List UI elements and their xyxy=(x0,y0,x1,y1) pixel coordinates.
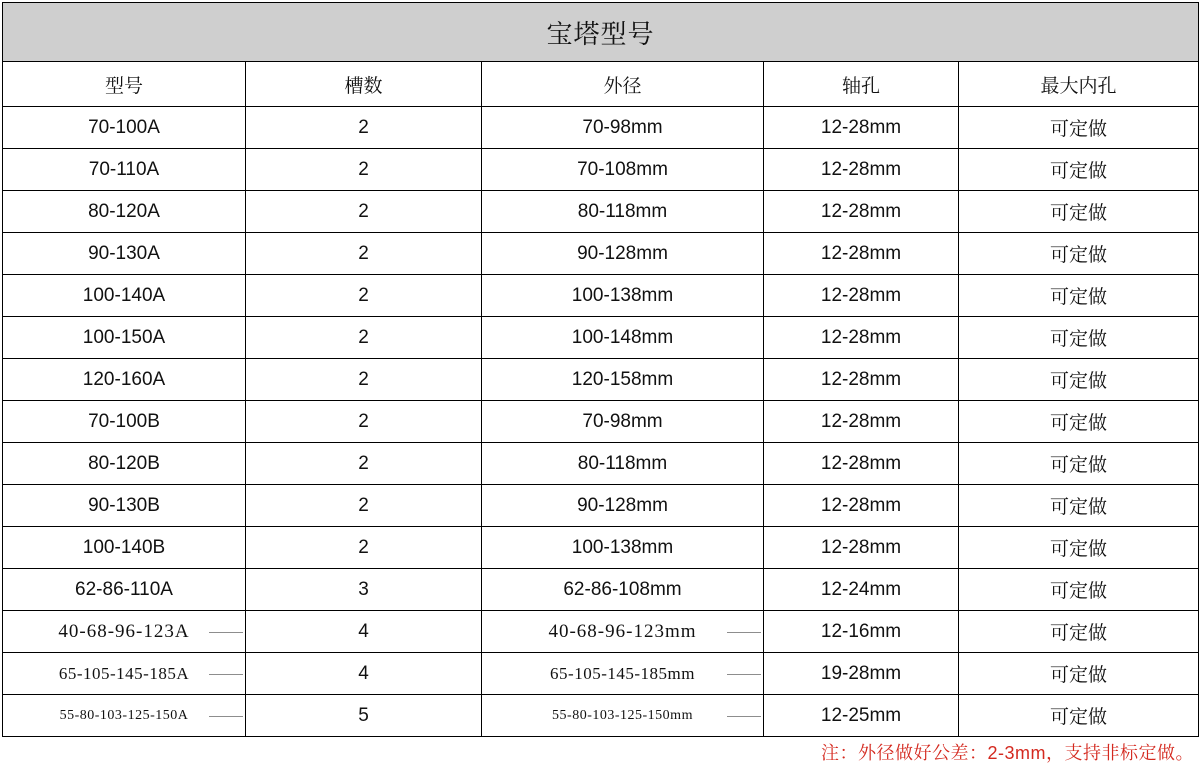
cell-max-inner-bore: 可定做 xyxy=(959,275,1199,317)
table-row xyxy=(3,233,1199,275)
cell-grooves: 2 xyxy=(246,233,482,275)
cell-outer-diameter: 120-158mm xyxy=(482,359,764,401)
table-title-row xyxy=(3,3,1199,62)
cell-outer-diameter: 55-80-103-125-150mm xyxy=(482,695,764,737)
cell-max-inner-bore: 可定做 xyxy=(959,653,1199,695)
cell-max-inner-bore: 可定做 xyxy=(959,359,1199,401)
table-row xyxy=(3,107,1199,149)
page-title: 宝塔型号 xyxy=(3,3,1199,62)
cell-outer-diameter: 80-118mm xyxy=(482,191,764,233)
cell-max-inner-bore: 可定做 xyxy=(959,611,1199,653)
cell-outer-diameter: 80-118mm xyxy=(482,443,764,485)
cell-max-inner-bore: 可定做 xyxy=(959,149,1199,191)
column-header-model: 型号 xyxy=(3,62,246,107)
cell-model: 80-120A xyxy=(3,191,246,233)
cell-model: 100-150A xyxy=(3,317,246,359)
cell-shaft-bore: 12-28mm xyxy=(764,275,959,317)
table-header-row xyxy=(3,62,1199,107)
measure-tick-icon xyxy=(727,632,761,633)
cell-shaft-bore: 12-28mm xyxy=(764,527,959,569)
cell-grooves: 2 xyxy=(246,443,482,485)
cell-model: 100-140A xyxy=(3,275,246,317)
cell-outer-diameter: 100-138mm xyxy=(482,275,764,317)
cell-grooves: 2 xyxy=(246,107,482,149)
cell-grooves: 2 xyxy=(246,149,482,191)
measure-tick-icon xyxy=(209,674,243,675)
table-row xyxy=(3,653,1199,695)
cell-shaft-bore: 12-28mm xyxy=(764,149,959,191)
cell-model: 70-110A xyxy=(3,149,246,191)
cell-grooves: 4 xyxy=(246,653,482,695)
cell-outer-diameter: 100-148mm xyxy=(482,317,764,359)
cell-grooves: 2 xyxy=(246,275,482,317)
column-header-grooves: 槽数 xyxy=(246,62,482,107)
table-row xyxy=(3,359,1199,401)
cell-shaft-bore: 12-24mm xyxy=(764,569,959,611)
cell-shaft-bore: 12-28mm xyxy=(764,401,959,443)
table-row xyxy=(3,569,1199,611)
cell-grooves: 2 xyxy=(246,191,482,233)
cell-shaft-bore: 12-28mm xyxy=(764,317,959,359)
table-row xyxy=(3,485,1199,527)
cell-outer-diameter: 62-86-108mm xyxy=(482,569,764,611)
cell-outer-diameter: 40-68-96-123mm xyxy=(482,611,764,653)
cell-model: 40-68-96-123A xyxy=(3,611,246,653)
cell-max-inner-bore: 可定做 xyxy=(959,107,1199,149)
table-row xyxy=(3,695,1199,737)
table-row xyxy=(3,443,1199,485)
cell-grooves: 2 xyxy=(246,359,482,401)
cell-grooves: 2 xyxy=(246,527,482,569)
cell-grooves: 2 xyxy=(246,485,482,527)
cell-model: 62-86-110A xyxy=(3,569,246,611)
cell-grooves: 2 xyxy=(246,401,482,443)
cell-grooves: 5 xyxy=(246,695,482,737)
cell-model: 120-160A xyxy=(3,359,246,401)
cell-grooves: 4 xyxy=(246,611,482,653)
cell-max-inner-bore: 可定做 xyxy=(959,191,1199,233)
cell-shaft-bore: 12-16mm xyxy=(764,611,959,653)
cell-model: 65-105-145-185A xyxy=(3,653,246,695)
table-row xyxy=(3,401,1199,443)
cell-model: 90-130A xyxy=(3,233,246,275)
cell-shaft-bore: 19-28mm xyxy=(764,653,959,695)
table-row xyxy=(3,611,1199,653)
measure-tick-icon xyxy=(209,716,243,717)
bao-ta-model-table xyxy=(2,2,1199,737)
cell-outer-diameter: 70-98mm xyxy=(482,107,764,149)
table-row xyxy=(3,191,1199,233)
cell-outer-diameter: 70-98mm xyxy=(482,401,764,443)
cell-grooves: 2 xyxy=(246,317,482,359)
cell-shaft-bore: 12-28mm xyxy=(764,443,959,485)
cell-max-inner-bore: 可定做 xyxy=(959,695,1199,737)
table-row xyxy=(3,527,1199,569)
cell-shaft-bore: 12-28mm xyxy=(764,359,959,401)
cell-shaft-bore: 12-28mm xyxy=(764,233,959,275)
measure-tick-icon xyxy=(209,632,243,633)
cell-shaft-bore: 12-28mm xyxy=(764,485,959,527)
column-header-outer-diameter: 外径 xyxy=(482,62,764,107)
cell-max-inner-bore: 可定做 xyxy=(959,443,1199,485)
cell-shaft-bore: 12-28mm xyxy=(764,107,959,149)
table-row xyxy=(3,317,1199,359)
cell-outer-diameter: 65-105-145-185mm xyxy=(482,653,764,695)
measure-tick-icon xyxy=(727,716,761,717)
cell-max-inner-bore: 可定做 xyxy=(959,317,1199,359)
cell-model: 55-80-103-125-150A xyxy=(3,695,246,737)
cell-model: 80-120B xyxy=(3,443,246,485)
cell-outer-diameter: 70-108mm xyxy=(482,149,764,191)
spec-sheet-page xyxy=(0,2,1200,773)
column-header-shaft-bore: 轴孔 xyxy=(764,62,959,107)
cell-model: 100-140B xyxy=(3,527,246,569)
cell-outer-diameter: 90-128mm xyxy=(482,233,764,275)
cell-grooves: 3 xyxy=(246,569,482,611)
cell-shaft-bore: 12-25mm xyxy=(764,695,959,737)
cell-model: 70-100A xyxy=(3,107,246,149)
cell-outer-diameter: 100-138mm xyxy=(482,527,764,569)
cell-max-inner-bore: 可定做 xyxy=(959,485,1199,527)
cell-max-inner-bore: 可定做 xyxy=(959,527,1199,569)
measure-tick-icon xyxy=(727,674,761,675)
cell-model: 90-130B xyxy=(3,485,246,527)
cell-outer-diameter: 90-128mm xyxy=(482,485,764,527)
table-row xyxy=(3,149,1199,191)
table-row xyxy=(3,275,1199,317)
footnote-text: 注：外径做好公差：2-3mm，支持非标定做。 xyxy=(820,743,1194,763)
cell-shaft-bore: 12-28mm xyxy=(764,191,959,233)
column-header-max-inner-bore: 最大内孔 xyxy=(959,62,1199,107)
cell-model: 70-100B xyxy=(3,401,246,443)
cell-max-inner-bore: 可定做 xyxy=(959,569,1199,611)
cell-max-inner-bore: 可定做 xyxy=(959,401,1199,443)
cell-max-inner-bore: 可定做 xyxy=(959,233,1199,275)
